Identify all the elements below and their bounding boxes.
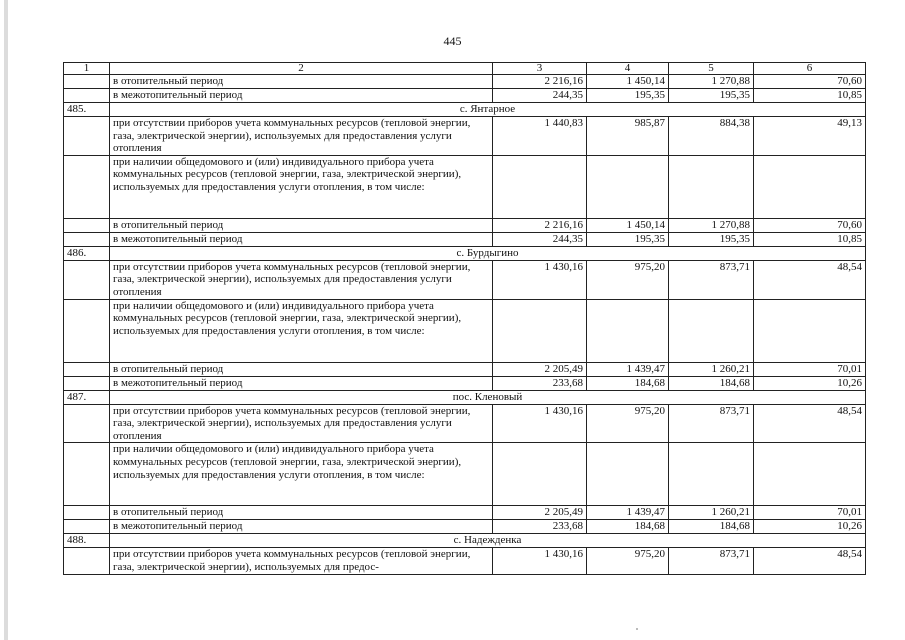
table-row [64,232,866,246]
settlement-name: с. Бурдыгино [110,246,866,260]
row-description: при отсутствии приборов учета коммунальных ресурсов (тепловой энергии, газа, электрической энергии), используемых для предоставления услуги отопления [110,260,493,299]
value-col4: 975,20 [587,260,669,299]
value-col3 [493,443,587,506]
value-col5: 184,68 [669,376,754,390]
value-col6 [754,443,866,506]
row-number [64,260,110,299]
value-col4: 1 450,14 [587,218,669,232]
column-header: 4 [587,63,669,75]
value-col5: 1 260,21 [669,506,754,520]
column-header: 5 [669,63,754,75]
value-col4: 985,87 [587,117,669,156]
row-number [64,89,110,103]
value-col3: 2 216,16 [493,218,587,232]
column-header: 6 [754,63,866,75]
row-number [64,218,110,232]
value-col4: 975,20 [587,404,669,443]
value-col5 [669,299,754,362]
table-body [64,75,866,575]
value-col3: 2 205,49 [493,362,587,376]
value-col6 [754,299,866,362]
table-row [64,404,866,443]
table-row [64,506,866,520]
table-row [64,520,866,534]
row-number [64,299,110,362]
value-col6: 70,01 [754,506,866,520]
row-number [64,117,110,156]
section-row [64,103,866,117]
value-col3: 1 430,16 [493,260,587,299]
value-col3: 233,68 [493,376,587,390]
value-col6: 10,85 [754,232,866,246]
value-col6 [754,155,866,218]
value-col3: 2 216,16 [493,75,587,89]
tariff-table [63,62,866,575]
row-number [64,376,110,390]
table-row [64,117,866,156]
value-col4: 975,20 [587,548,669,574]
value-col4: 1 439,47 [587,506,669,520]
value-col3: 2 205,49 [493,506,587,520]
value-col5 [669,443,754,506]
table-row [64,260,866,299]
value-col6: 70,01 [754,362,866,376]
row-number [64,155,110,218]
row-description: при отсутствии приборов учета коммунальных ресурсов (тепловой энергии, газа, электрической энергии), используемых для предос- [110,548,493,574]
header-row [64,63,866,75]
section-row [64,246,866,260]
row-number: 485. [64,103,110,117]
value-col4: 184,68 [587,376,669,390]
row-description: при отсутствии приборов учета коммунальных ресурсов (тепловой энергии, газа, электрической энергии), используемых для предоставления услуги отопления [110,404,493,443]
table-row [64,362,866,376]
row-number: 487. [64,390,110,404]
value-col6: 10,26 [754,376,866,390]
row-description: при наличии общедомового и (или) индивидуального прибора учета коммунальных ресурсов (тепловой энергии, газа, электрической энергии), используемых для предоставления услуги отопления, в том числе: [110,299,493,362]
table-row [64,443,866,506]
value-col4 [587,443,669,506]
row-description: в отопительный период [110,75,493,89]
value-col5: 873,71 [669,548,754,574]
table-row [64,75,866,89]
table-row [64,299,866,362]
scan-speck [636,628,638,630]
settlement-name: с. Янтарное [110,103,866,117]
value-col5: 1 270,88 [669,218,754,232]
value-col5: 1 270,88 [669,75,754,89]
row-number: 488. [64,534,110,548]
value-col6: 10,85 [754,89,866,103]
row-number [64,520,110,534]
row-number [64,75,110,89]
page-number: 445 [443,34,462,48]
column-header: 1 [64,63,110,75]
row-number [64,443,110,506]
value-col4 [587,299,669,362]
row-description: при наличии общедомового и (или) индивидуального прибора учета коммунальных ресурсов (тепловой энергии, газа, электрической энергии), используемых для предоставления услуги отопления, в том числе: [110,443,493,506]
value-col3: 1 430,16 [493,548,587,574]
row-description: при наличии общедомового и (или) индивидуального прибора учета коммунальных ресурсов (тепловой энергии, газа, электрической энергии), используемых для предоставления услуги отопления, в том числе: [110,155,493,218]
value-col5: 195,35 [669,232,754,246]
value-col3: 233,68 [493,520,587,534]
value-col5: 884,38 [669,117,754,156]
value-col3: 1 440,83 [493,117,587,156]
table-row [64,376,866,390]
row-description: в межотопительный период [110,376,493,390]
row-description: в межотопительный период [110,232,493,246]
value-col6: 48,54 [754,260,866,299]
row-number [64,362,110,376]
value-col3 [493,299,587,362]
scan-edge [4,0,8,640]
value-col3: 244,35 [493,89,587,103]
value-col5: 184,68 [669,520,754,534]
value-col4: 195,35 [587,89,669,103]
row-description: в межотопительный период [110,89,493,103]
table-row [64,548,866,574]
value-col5: 873,71 [669,260,754,299]
value-col5: 195,35 [669,89,754,103]
value-col6: 70,60 [754,218,866,232]
row-number [64,548,110,574]
row-number [64,232,110,246]
column-header: 3 [493,63,587,75]
value-col4: 1 450,14 [587,75,669,89]
table-row [64,89,866,103]
value-col4: 1 439,47 [587,362,669,376]
value-col3 [493,155,587,218]
value-col4: 195,35 [587,232,669,246]
value-col5: 873,71 [669,404,754,443]
settlement-name: пос. Кленовый [110,390,866,404]
column-header: 2 [110,63,493,75]
value-col5: 1 260,21 [669,362,754,376]
section-row [64,390,866,404]
value-col5 [669,155,754,218]
section-row [64,534,866,548]
value-col6: 48,54 [754,548,866,574]
value-col4: 184,68 [587,520,669,534]
value-col3: 244,35 [493,232,587,246]
value-col6: 70,60 [754,75,866,89]
row-description: при отсутствии приборов учета коммунальных ресурсов (тепловой энергии, газа, электрической энергии), используемых для предоставления услуги отопления [110,117,493,156]
row-number [64,506,110,520]
row-description: в отопительный период [110,506,493,520]
row-number: 486. [64,246,110,260]
value-col6: 49,13 [754,117,866,156]
table-row [64,218,866,232]
table-row [64,155,866,218]
row-description: в отопительный период [110,362,493,376]
row-description: в межотопительный период [110,520,493,534]
value-col3: 1 430,16 [493,404,587,443]
value-col4 [587,155,669,218]
value-col6: 10,26 [754,520,866,534]
value-col6: 48,54 [754,404,866,443]
row-number [64,404,110,443]
settlement-name: с. Надежденка [110,534,866,548]
row-description: в отопительный период [110,218,493,232]
